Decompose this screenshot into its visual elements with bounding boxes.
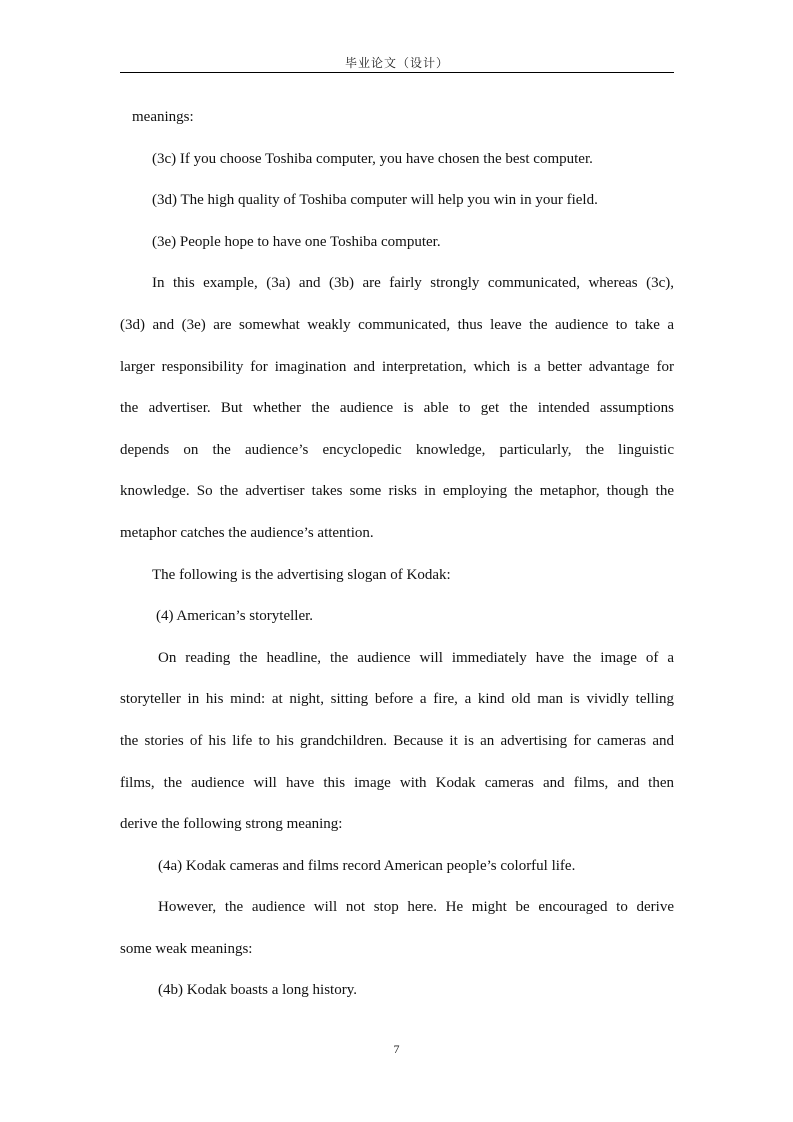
- example-line: (4a) Kodak cameras and films record American people’s colorful life.: [158, 857, 576, 874]
- example-line: (4b) Kodak boasts a long history.: [158, 982, 357, 999]
- paragraph-line: knowledge. So the advertiser takes some risks in employing the metaphor, though the: [120, 483, 674, 500]
- paragraph-line: derive the following strong meaning:: [120, 816, 343, 833]
- paragraph-line: (3d) and (3e) are somewhat weakly communicated, thus leave the audience to take a: [120, 316, 674, 333]
- paragraph-line: However, the audience will not stop here. He might be encouraged to derive: [158, 899, 674, 916]
- paragraph-line: larger responsibility for imagination and interpretation, which is a better advantage for: [120, 358, 674, 375]
- example-line: (3c) If you choose Toshiba computer, you have chosen the best computer.: [152, 150, 593, 167]
- paragraph-line: metaphor catches the audience’s attention.: [120, 524, 374, 541]
- example-line: (4) American’s storyteller.: [156, 608, 314, 625]
- paragraph-line: On reading the headline, the audience will immediately have the image of a: [158, 649, 674, 666]
- header-rule: [120, 72, 674, 73]
- paragraph-line: storyteller in his mind: at night, sitting before a fire, a kind old man is vividly telling: [120, 691, 674, 708]
- paragraph-line: films, the audience will have this image with Kodak cameras and films, and then: [120, 774, 674, 791]
- paragraph-line: depends on the audience’s encyclopedic knowledge, particularly, the linguistic: [120, 441, 674, 458]
- paragraph-line: The following is the advertising slogan of Kodak:: [152, 566, 451, 583]
- page-number: 7: [393, 1042, 400, 1056]
- paragraph-line: some weak meanings:: [120, 940, 253, 957]
- example-line: (3d) The high quality of Toshiba computer will help you win in your field.: [152, 192, 598, 209]
- example-line: (3e) People hope to have one Toshiba computer.: [152, 233, 441, 250]
- paragraph-line: the advertiser. But whether the audience is able to get the intended assumptions: [120, 400, 674, 417]
- text-line: meanings:: [132, 109, 194, 125]
- document-body: [120, 103, 674, 1018]
- paragraph-line: the stories of his life to his grandchildren. Because it is an advertising for cameras and: [120, 732, 674, 749]
- paragraph-line: In this example, (3a) and (3b) are fairly strongly communicated, whereas (3c),: [152, 275, 674, 292]
- page-header: 毕业论文（设计）: [344, 56, 449, 70]
